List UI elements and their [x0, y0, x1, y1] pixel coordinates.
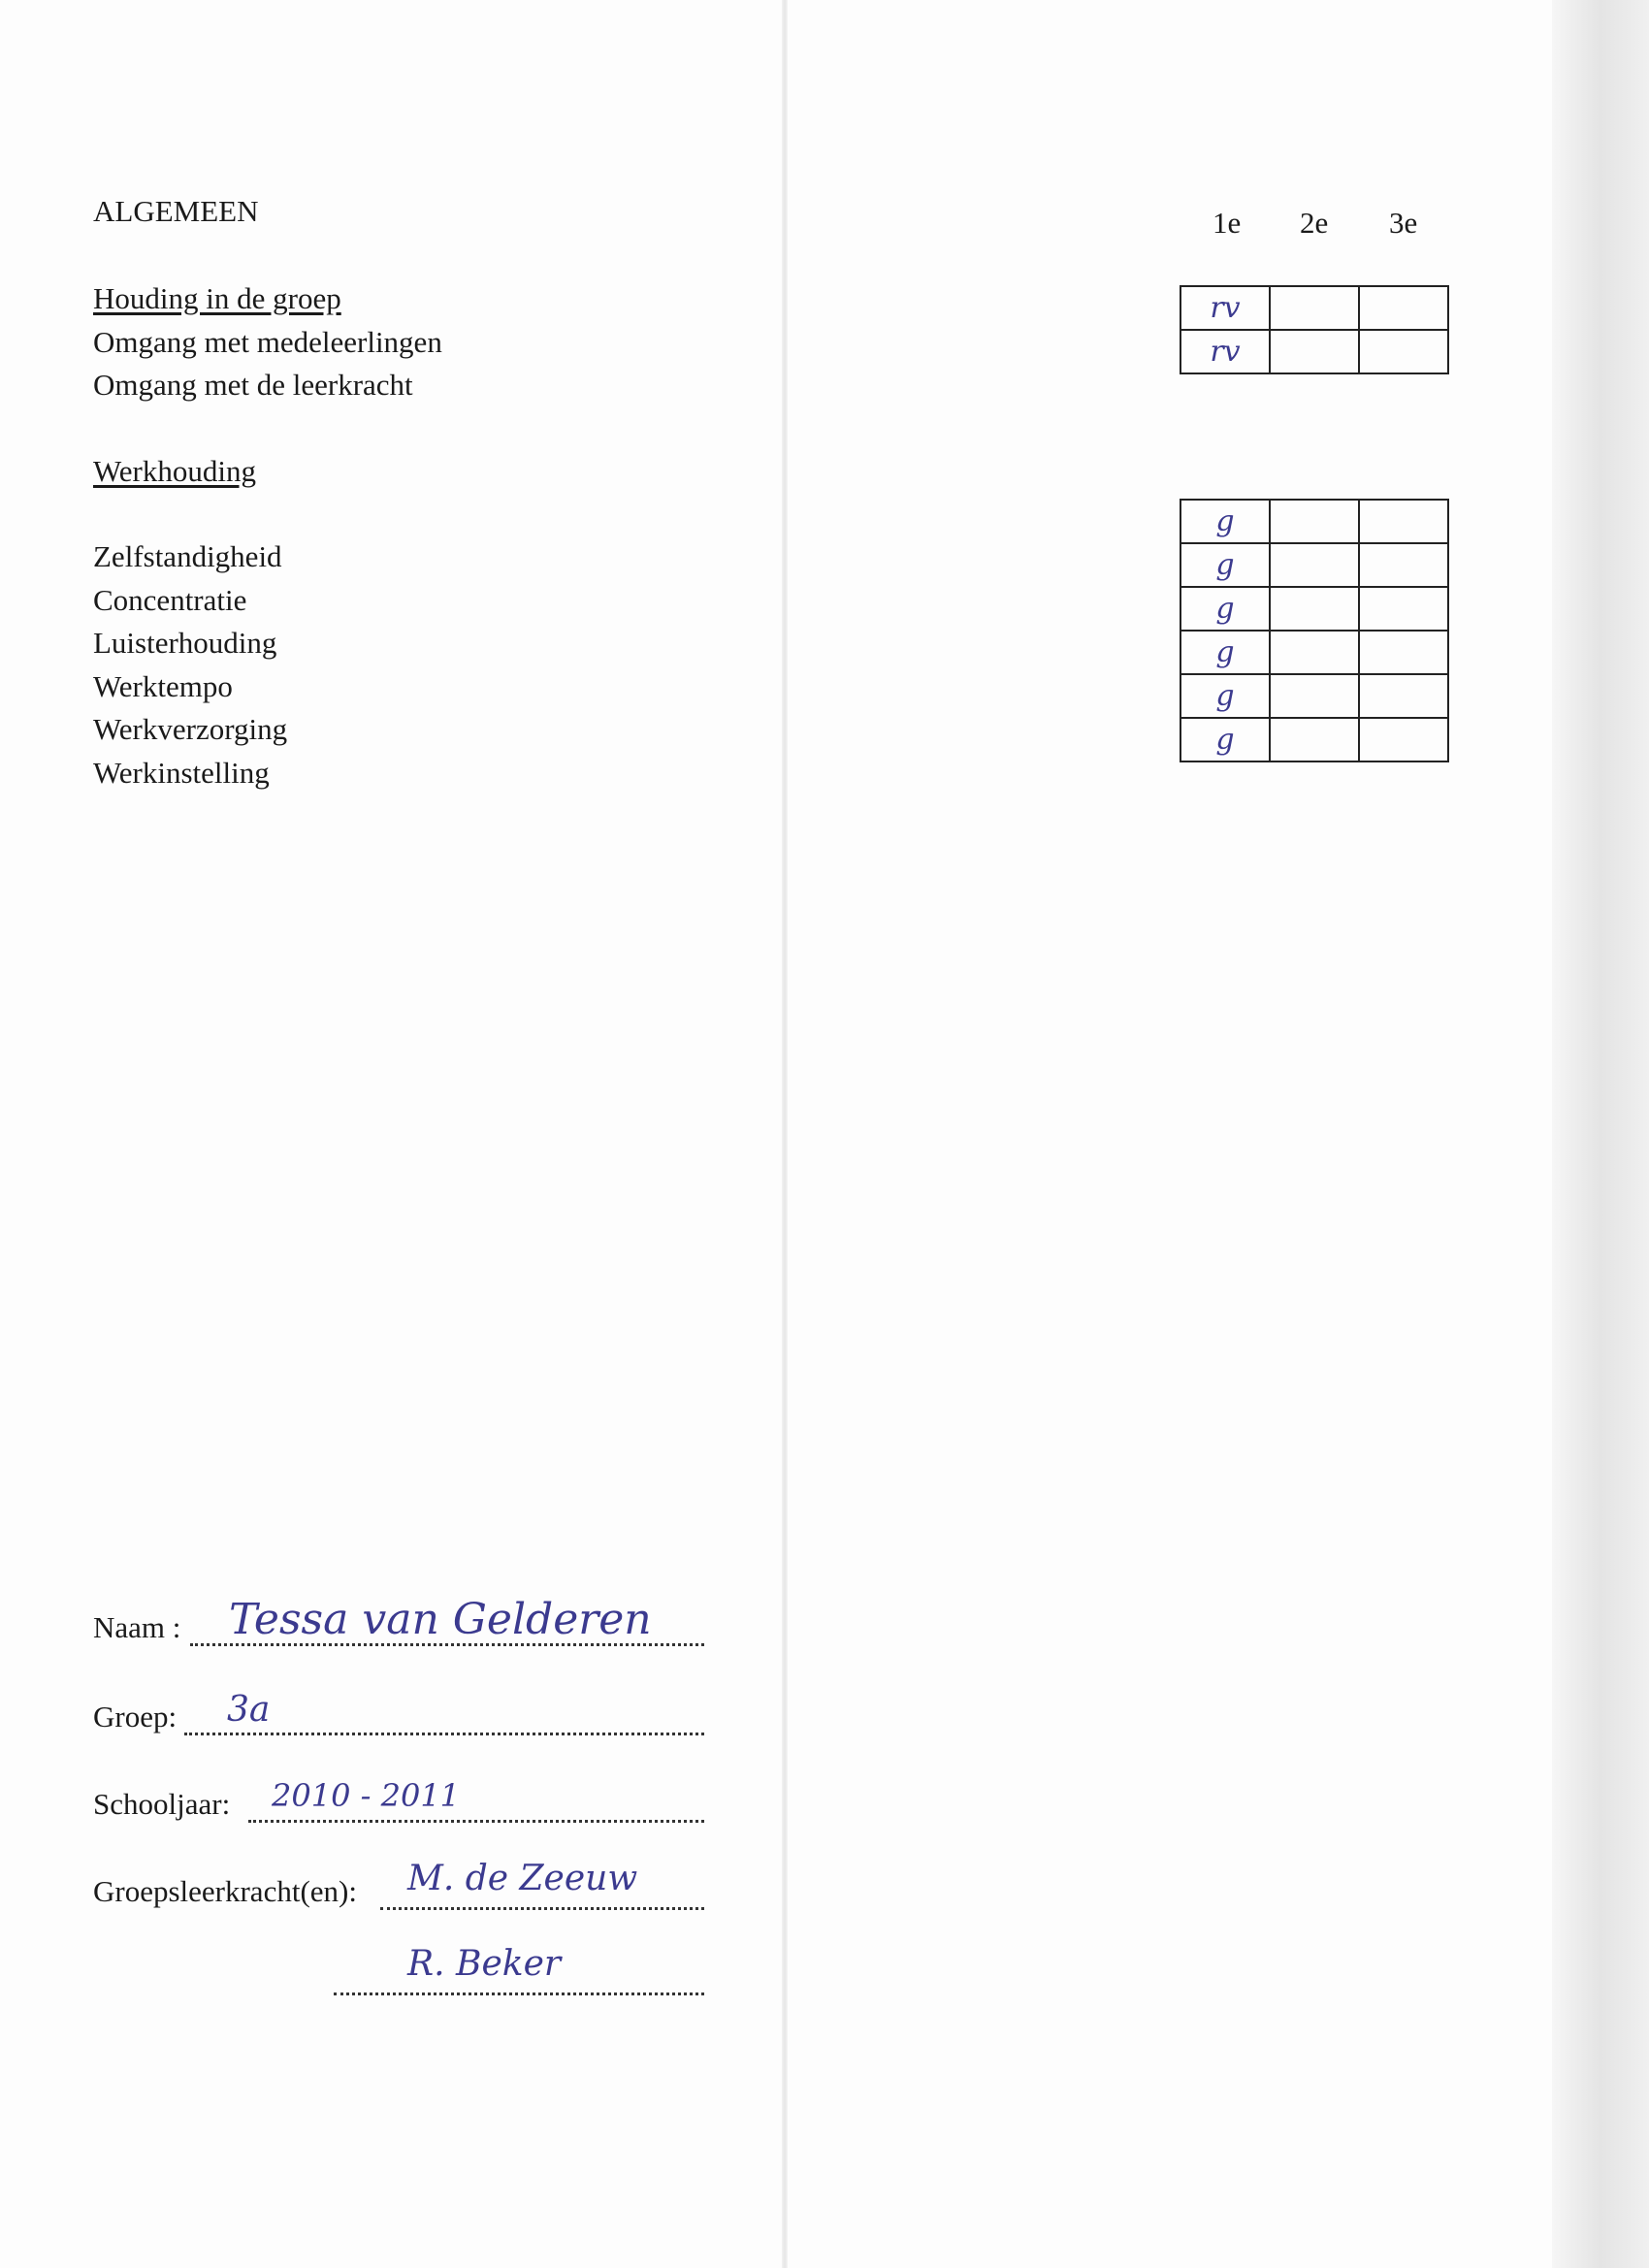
schoolyear-value: 2010 - 2011 — [272, 1777, 461, 1814]
grade-cell: rv — [1180, 330, 1270, 373]
grade-cell — [1270, 286, 1359, 330]
schoolyear-label: Schooljaar: — [93, 1787, 231, 1821]
group-behaviour-grade-table — [1180, 285, 1449, 374]
grade-cell — [1270, 543, 1359, 587]
label-werkinstelling: Werkinstelling — [93, 756, 270, 790]
grade-cell — [1359, 330, 1448, 373]
table-row — [1180, 286, 1448, 330]
table-row — [1180, 500, 1448, 543]
label-werkverzorging: Werkverzorging — [93, 712, 288, 746]
grade-cell: g — [1180, 587, 1270, 631]
teacher-2-value: R. Beker — [407, 1944, 562, 1984]
teacher-1-value: M. de Zeeuw — [407, 1859, 638, 1898]
label-concentratie: Concentratie — [93, 583, 247, 617]
group-dotted-line — [184, 1733, 704, 1735]
work-attitude-grade-table — [1180, 499, 1449, 762]
table-row — [1180, 674, 1448, 718]
teachers-label: Groepsleerkracht(en): — [93, 1874, 357, 1908]
grade-cell — [1270, 674, 1359, 718]
grade-cell — [1359, 543, 1448, 587]
page-fold — [782, 0, 788, 2268]
grade-cell: g — [1180, 718, 1270, 761]
grade-cell — [1270, 631, 1359, 674]
table-row — [1180, 631, 1448, 674]
grade-cell — [1270, 330, 1359, 373]
grade-cell: g — [1180, 543, 1270, 587]
grade-cell: g — [1180, 674, 1270, 718]
group-behaviour-heading: Houding in de groep — [93, 281, 341, 315]
label-zelfstandigheid: Zelfstandigheid — [93, 539, 282, 573]
section-title: ALGEMEEN — [93, 194, 259, 228]
teacher-1-dotted-line — [380, 1907, 704, 1910]
grade-cell — [1359, 631, 1448, 674]
grade-cell — [1359, 587, 1448, 631]
grade-cell — [1359, 674, 1448, 718]
term-header-2: 2e — [1300, 206, 1329, 240]
grade-cell: g — [1180, 631, 1270, 674]
grade-cell — [1359, 718, 1448, 761]
teacher-2-dotted-line — [334, 1993, 704, 1995]
label-luisterhouding: Luisterhouding — [93, 626, 277, 660]
grade-cell — [1359, 500, 1448, 543]
table-row — [1180, 330, 1448, 373]
label-omgang-medeleerlingen: Omgang met medeleerlingen — [93, 325, 442, 359]
name-label: Naam : — [93, 1610, 181, 1644]
group-label: Groep: — [93, 1700, 178, 1733]
page-edge-shadow — [1552, 0, 1649, 2268]
grade-cell — [1270, 718, 1359, 761]
grade-cell — [1270, 587, 1359, 631]
term-header-3: 3e — [1389, 206, 1418, 240]
table-row — [1180, 718, 1448, 761]
term-header-1: 1e — [1212, 206, 1242, 240]
table-row — [1180, 587, 1448, 631]
grade-cell: rv — [1180, 286, 1270, 330]
label-werktempo: Werktempo — [93, 669, 233, 703]
group-value: 3a — [227, 1690, 271, 1730]
grade-cell: g — [1180, 500, 1270, 543]
schoolyear-dotted-line — [248, 1820, 704, 1823]
grade-cell — [1270, 500, 1359, 543]
grade-cell — [1359, 286, 1448, 330]
work-attitude-heading: Werkhouding — [93, 454, 256, 488]
label-omgang-leerkracht: Omgang met de leerkracht — [93, 368, 413, 402]
table-row — [1180, 543, 1448, 587]
name-value: Tessa van Gelderen — [229, 1595, 652, 1644]
